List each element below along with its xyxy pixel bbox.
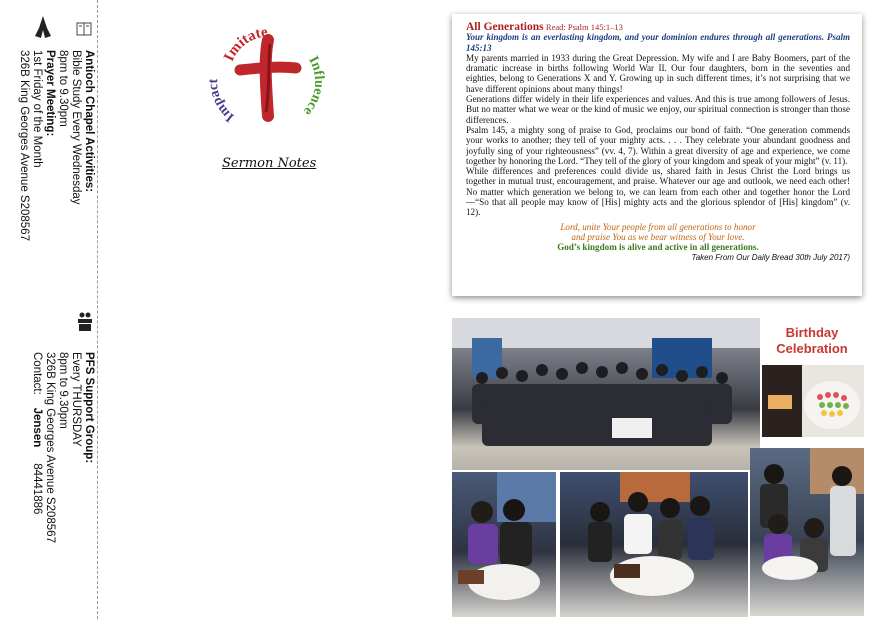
devotion-kingdom-line: God’s kingdom is alive and active in all generations.: [557, 242, 759, 253]
devotion-paragraph: While differences and preferences could divide us, shared faith in Jesus Christ the Lord brings us together in mutual trust, encouragement, and praise. Whatever our age and outlook, we need each other! No matter which generation we belong to, we can learn from each other and together honor the Lord—“So that all people may know of [His] mighty acts and the glorious splendor of [His] kingdom” (v. 12).: [466, 166, 850, 218]
devotion-paragraph: Psalm 145, a mighty song of praise to God, proclaims our bond of faith. “One generation commends your works to another; they tell of your mighty acts. . . . They celebrate your abundant goodness and joyfully sing of your righteousness” (vv. 4, 7). Within a great diversity of age and experience, we come together by honoring the Lord. “They tell of the glory of your kingdom and speak of your might” (v. 11).: [466, 124, 850, 166]
devotion-credit: Taken From Our Daily Bread 30th July 2017): [691, 252, 850, 262]
sermon-notes-title: Sermon Notes: [222, 156, 317, 171]
birthday-line: Celebration: [776, 341, 848, 356]
devotion-paragraph: Generations differ widely in their life experiences and values. And this is true among followers of Jesus. But no matter what we wear or the kind of music we enjoy, our spiritual connection is stronger than those differences.: [466, 94, 850, 125]
contact-name: Jensen: [31, 407, 43, 448]
praying-hands-icon: [33, 14, 53, 45]
group-photo: [452, 318, 760, 470]
pfs-line: 326B King Georges Avenue S208567: [44, 352, 56, 543]
prayer-line: and praise You as we bear witness of Your love.: [571, 231, 745, 242]
prayer-line: 326B King Georges Avenue S208567: [18, 50, 30, 241]
prayer-line: 1st Friday of the Month: [31, 50, 43, 168]
cupcakes-photo: [762, 365, 864, 437]
pfs-line: 8pm to 9.30pm: [57, 352, 69, 429]
antioch-line: 8pm to 9.30pm: [57, 50, 69, 127]
devotion-prayer: [466, 222, 850, 243]
svg-text:Impact: [208, 78, 237, 124]
book-icon: [75, 20, 93, 43]
prayer-line: Lord, unite Your people from all generations to honor: [560, 221, 756, 232]
antioch-heading: Antioch Chapel Activities:: [83, 50, 95, 193]
pfs-support: [30, 352, 95, 543]
contact-label: Contact:: [31, 352, 43, 395]
pfs-heading: PFS Support Group:: [83, 352, 95, 464]
prayer-heading: Prayer Meeting:: [44, 50, 56, 137]
birthday-photo-group: [560, 472, 748, 617]
antioch-activities: [17, 50, 95, 241]
birthday-celebration-heading: [764, 325, 860, 357]
devotion-verse: Your kingdom is an everlasting kingdom, and your dominion endures through all generations. Psalm 145:13: [466, 32, 850, 53]
church-logo: [208, 18, 328, 138]
antioch-line: Bible Study Every Wednesday: [70, 50, 82, 205]
devotion-read: Read: Psalm 145:1–13: [545, 22, 623, 32]
birthday-line: Birthday: [785, 325, 839, 340]
birthday-photo-right: [750, 448, 864, 616]
pfs-contact: [30, 352, 43, 543]
logo-word-influence: Influence: [300, 53, 327, 119]
devotional-card: [452, 14, 862, 296]
contact-phone: 84441886: [31, 463, 43, 515]
svg-text:Influence: [300, 54, 326, 118]
fold-line: [97, 0, 98, 619]
people-icon: [77, 312, 93, 337]
logo-word-imitate: Imitate: [221, 24, 269, 64]
pfs-line: Every THURSDAY: [70, 352, 82, 447]
devotion-paragraph: My parents married in 1933 during the Great Depression. My wife and I are Baby Boomers, part of the dramatic increase in births following World War II. Our four daughters, born in the seventies and eighties, belong to Generations X and Y. Growing up in such different times, it’s not surprising that we have different opinions about many things!: [466, 52, 850, 94]
logo-word-impact: Impa: [208, 88, 238, 125]
birthday-photo-couple: [452, 472, 556, 617]
devotion-title: All Generations: [466, 21, 544, 33]
